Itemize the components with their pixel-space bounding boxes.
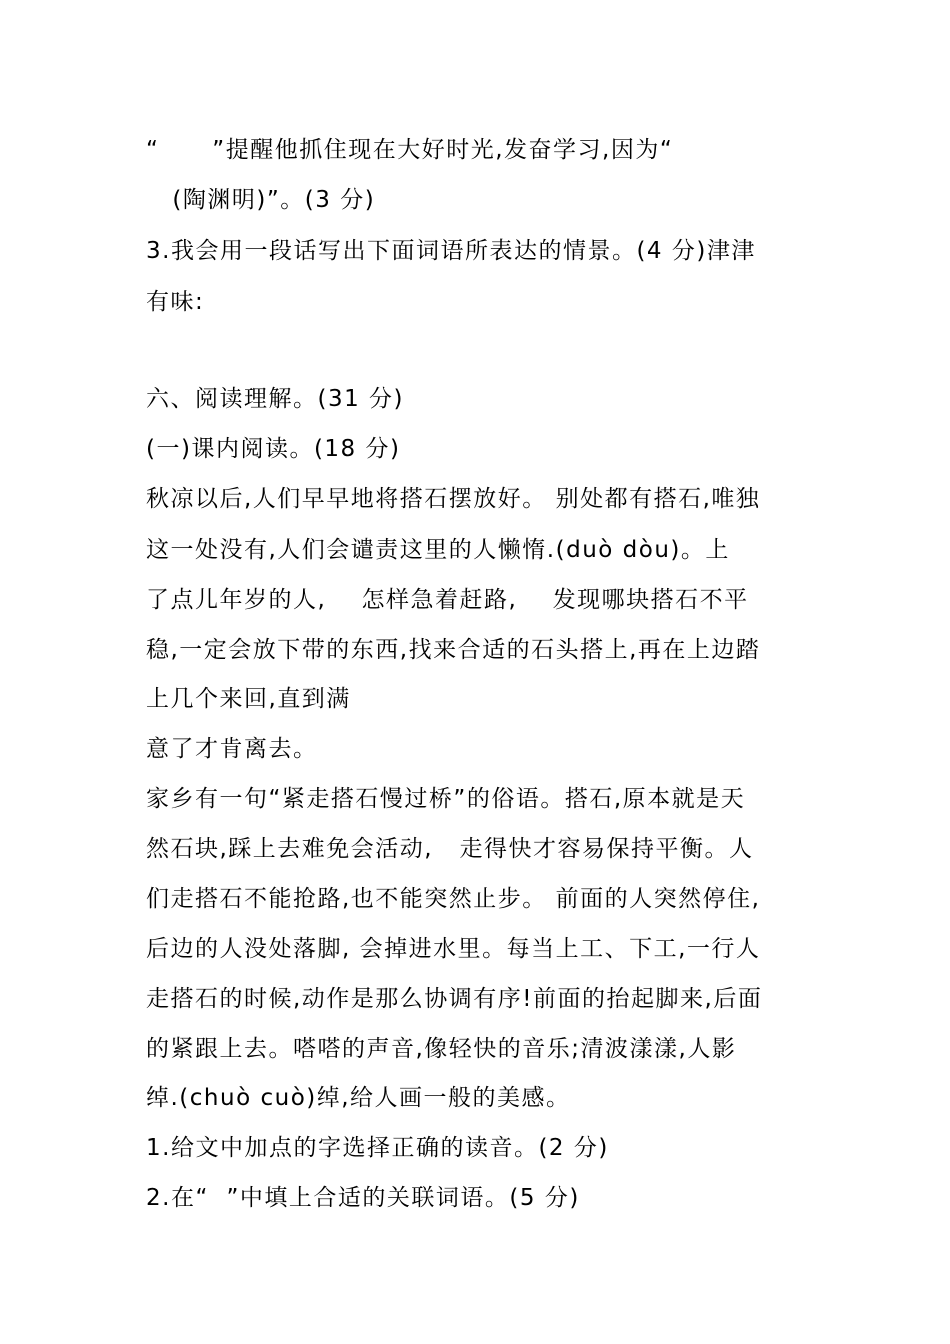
text-line: 秋凉以后,人们早早地将搭石摆放好。 别处都有搭石,唯独 bbox=[146, 486, 761, 512]
text-line: 3.我会用一段话写出下面词语所表达的情景。(4 分)津津 bbox=[146, 238, 756, 264]
text-line: 这一处没有,人们会谴责这里的人懒惰.(duò dòu)。上 bbox=[146, 537, 730, 563]
text-line: 绰.(chuò cuò)绰,给人画一般的美感。 bbox=[146, 1085, 571, 1111]
text-line: 走搭石的时候,动作是那么协调有序!前面的抬起脚来,后面 bbox=[146, 986, 763, 1012]
text-line: 们走搭石不能抢路,也不能突然止步。 前面的人突然停住, bbox=[146, 886, 761, 912]
text-line: 然石块,踩上去难免会活动, 走得快才容易保持平衡。人 bbox=[146, 836, 754, 862]
text-line: (陶渊明)”。(3 分) bbox=[146, 187, 376, 213]
text-line: 的紧跟上去。嗒嗒的声音,像轻快的音乐;清波漾漾,人影 bbox=[146, 1036, 737, 1062]
text-line: 稳,一定会放下带的东西,找来合适的石头搭上,再在上边踏 bbox=[146, 637, 761, 663]
text-line: 家乡有一句“紧走搭石慢过桥”的俗语。搭石,原本就是天 bbox=[146, 786, 746, 812]
question-line: 2.在“ ”中填上合适的关联词语。(5 分) bbox=[146, 1185, 580, 1211]
question-line: 1.给文中加点的字选择正确的读音。(2 分) bbox=[146, 1135, 609, 1161]
text-line: 上几个来回,直到满 bbox=[146, 686, 351, 712]
subsection-heading: (一)课内阅读。(18 分) bbox=[146, 436, 401, 462]
text-line: 有味: bbox=[146, 289, 205, 315]
text-line: 了点儿年岁的人, 怎样急着赶路, 发现哪块搭石不平 bbox=[146, 587, 749, 613]
text-line: 后边的人没处落脚, 会掉进水里。每当上工、下工,一行人 bbox=[146, 936, 761, 962]
text-line: 意了才肯离去。 bbox=[146, 736, 318, 762]
text-line: “ ”提醒他抓住现在大好时光,发奋学习,因为“ bbox=[146, 137, 674, 163]
section-heading: 六、阅读理解。(31 分) bbox=[146, 386, 405, 412]
